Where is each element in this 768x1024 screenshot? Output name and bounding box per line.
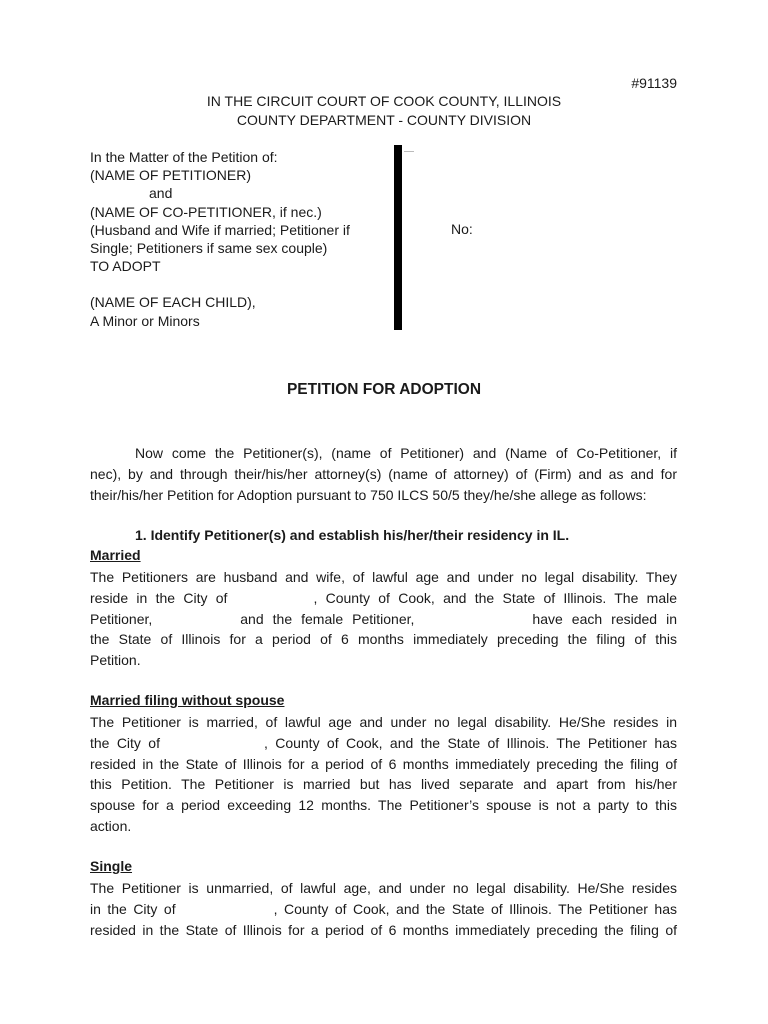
paragraph-line: action. bbox=[90, 817, 132, 834]
paragraph-line: spouse for a period exceeding 12 months. The Petitioner’s spouse is not a party to this bbox=[90, 797, 677, 814]
text-fragment: and the female Petitioner, bbox=[240, 610, 415, 627]
single-paragraph bbox=[90, 878, 677, 940]
text-fragment: reside in the City of bbox=[90, 589, 228, 606]
text-fragment: , County of Cook, and the State of Illinois. The Petitioner has bbox=[263, 734, 677, 751]
paragraph-line: The Petitioners are husband and wife, of lawful age and under no legal disability. They bbox=[90, 569, 677, 585]
caption-line: and bbox=[149, 185, 173, 202]
caption-line: TO ADOPT bbox=[90, 258, 161, 275]
text-fragment: have each resided in bbox=[532, 610, 677, 627]
text-fragment: the City of bbox=[90, 734, 160, 751]
text-fragment: , County of Cook, and the State of Illinois. The male bbox=[313, 589, 677, 606]
text-fragment: in the City of bbox=[90, 900, 176, 917]
caption-spacer bbox=[90, 275, 390, 293]
paragraph-line: Now come the Petitioner(s), (name of Petitioner) and (Name of Co-Petitioner, if bbox=[135, 445, 677, 461]
paragraph-line: nec), by and through their/his/her attorney(s) (name of attorney) of (Firm) and as and for bbox=[90, 465, 677, 482]
caption-line: (Husband and Wife if married; Petitioner if bbox=[90, 221, 350, 238]
paragraph-line: The Petitioner is married, of lawful age and under no legal disability. He/She resides in bbox=[90, 714, 677, 730]
caption-divider-mark bbox=[404, 151, 414, 152]
numbered-item-1: 1. Identify Petitioner(s) and establish his/her/their residency in IL. bbox=[135, 527, 570, 543]
caption-line: (NAME OF EACH CHILD), bbox=[90, 294, 256, 311]
text-fragment: , County of Cook, and the State of Illinois. The Petitioner has bbox=[273, 900, 677, 917]
paragraph-line: The Petitioner is unmarried, of lawful age, and under no legal disability. He/She resides bbox=[90, 880, 677, 896]
paragraph-line bbox=[90, 899, 677, 920]
paragraph-line bbox=[90, 733, 677, 754]
section-heading-married: Married bbox=[90, 547, 141, 563]
caption-line: Single; Petitioners if same sex couple) bbox=[90, 240, 328, 257]
intro-paragraph bbox=[90, 443, 677, 505]
caption-line: A Minor or Minors bbox=[90, 312, 200, 329]
paragraph-line: their/his/her Petition for Adoption pursuant to 750 ILCS 50/5 they/he/she allege as follows: bbox=[90, 486, 647, 503]
caption-line: (NAME OF PETITIONER) bbox=[90, 167, 251, 184]
case-caption bbox=[90, 148, 390, 330]
document-number: #91139 bbox=[631, 75, 677, 91]
paragraph-line: Petition. bbox=[90, 652, 141, 669]
caption-line: In the Matter of the Petition of: bbox=[90, 149, 278, 165]
married-without-spouse-paragraph bbox=[90, 712, 677, 837]
court-name: IN THE CIRCUIT COURT OF COOK COUNTY, ILLINOIS bbox=[206, 93, 562, 109]
text-fragment: Petitioner, bbox=[90, 610, 153, 627]
section-heading-single: Single bbox=[90, 858, 133, 874]
paragraph-line: resided in the State of Illinois for a period of 6 months immediately preceding the filing of bbox=[90, 755, 677, 772]
paragraph-line: this Petition. The Petitioner is married but has lived separate and apart from his/her bbox=[90, 776, 677, 793]
paragraph-line bbox=[90, 609, 677, 630]
section-heading-married-without-spouse: Married filing without spouse bbox=[90, 692, 285, 708]
paragraph-line: resided in the State of Illinois for a period of 6 months immediately preceding the filing of bbox=[90, 921, 677, 938]
court-division: COUNTY DEPARTMENT - COUNTY DIVISION bbox=[236, 112, 532, 128]
caption-line: (NAME OF CO-PETITIONER, if nec.) bbox=[90, 203, 322, 220]
document-title: PETITION FOR ADOPTION bbox=[286, 381, 482, 398]
married-paragraph bbox=[90, 567, 677, 671]
paragraph-line: the State of Illinois for a period of 6 months immediately preceding the filing of this bbox=[90, 631, 677, 648]
caption-divider bbox=[394, 145, 402, 330]
case-number-label: No: bbox=[451, 221, 473, 237]
paragraph-line bbox=[90, 588, 677, 609]
